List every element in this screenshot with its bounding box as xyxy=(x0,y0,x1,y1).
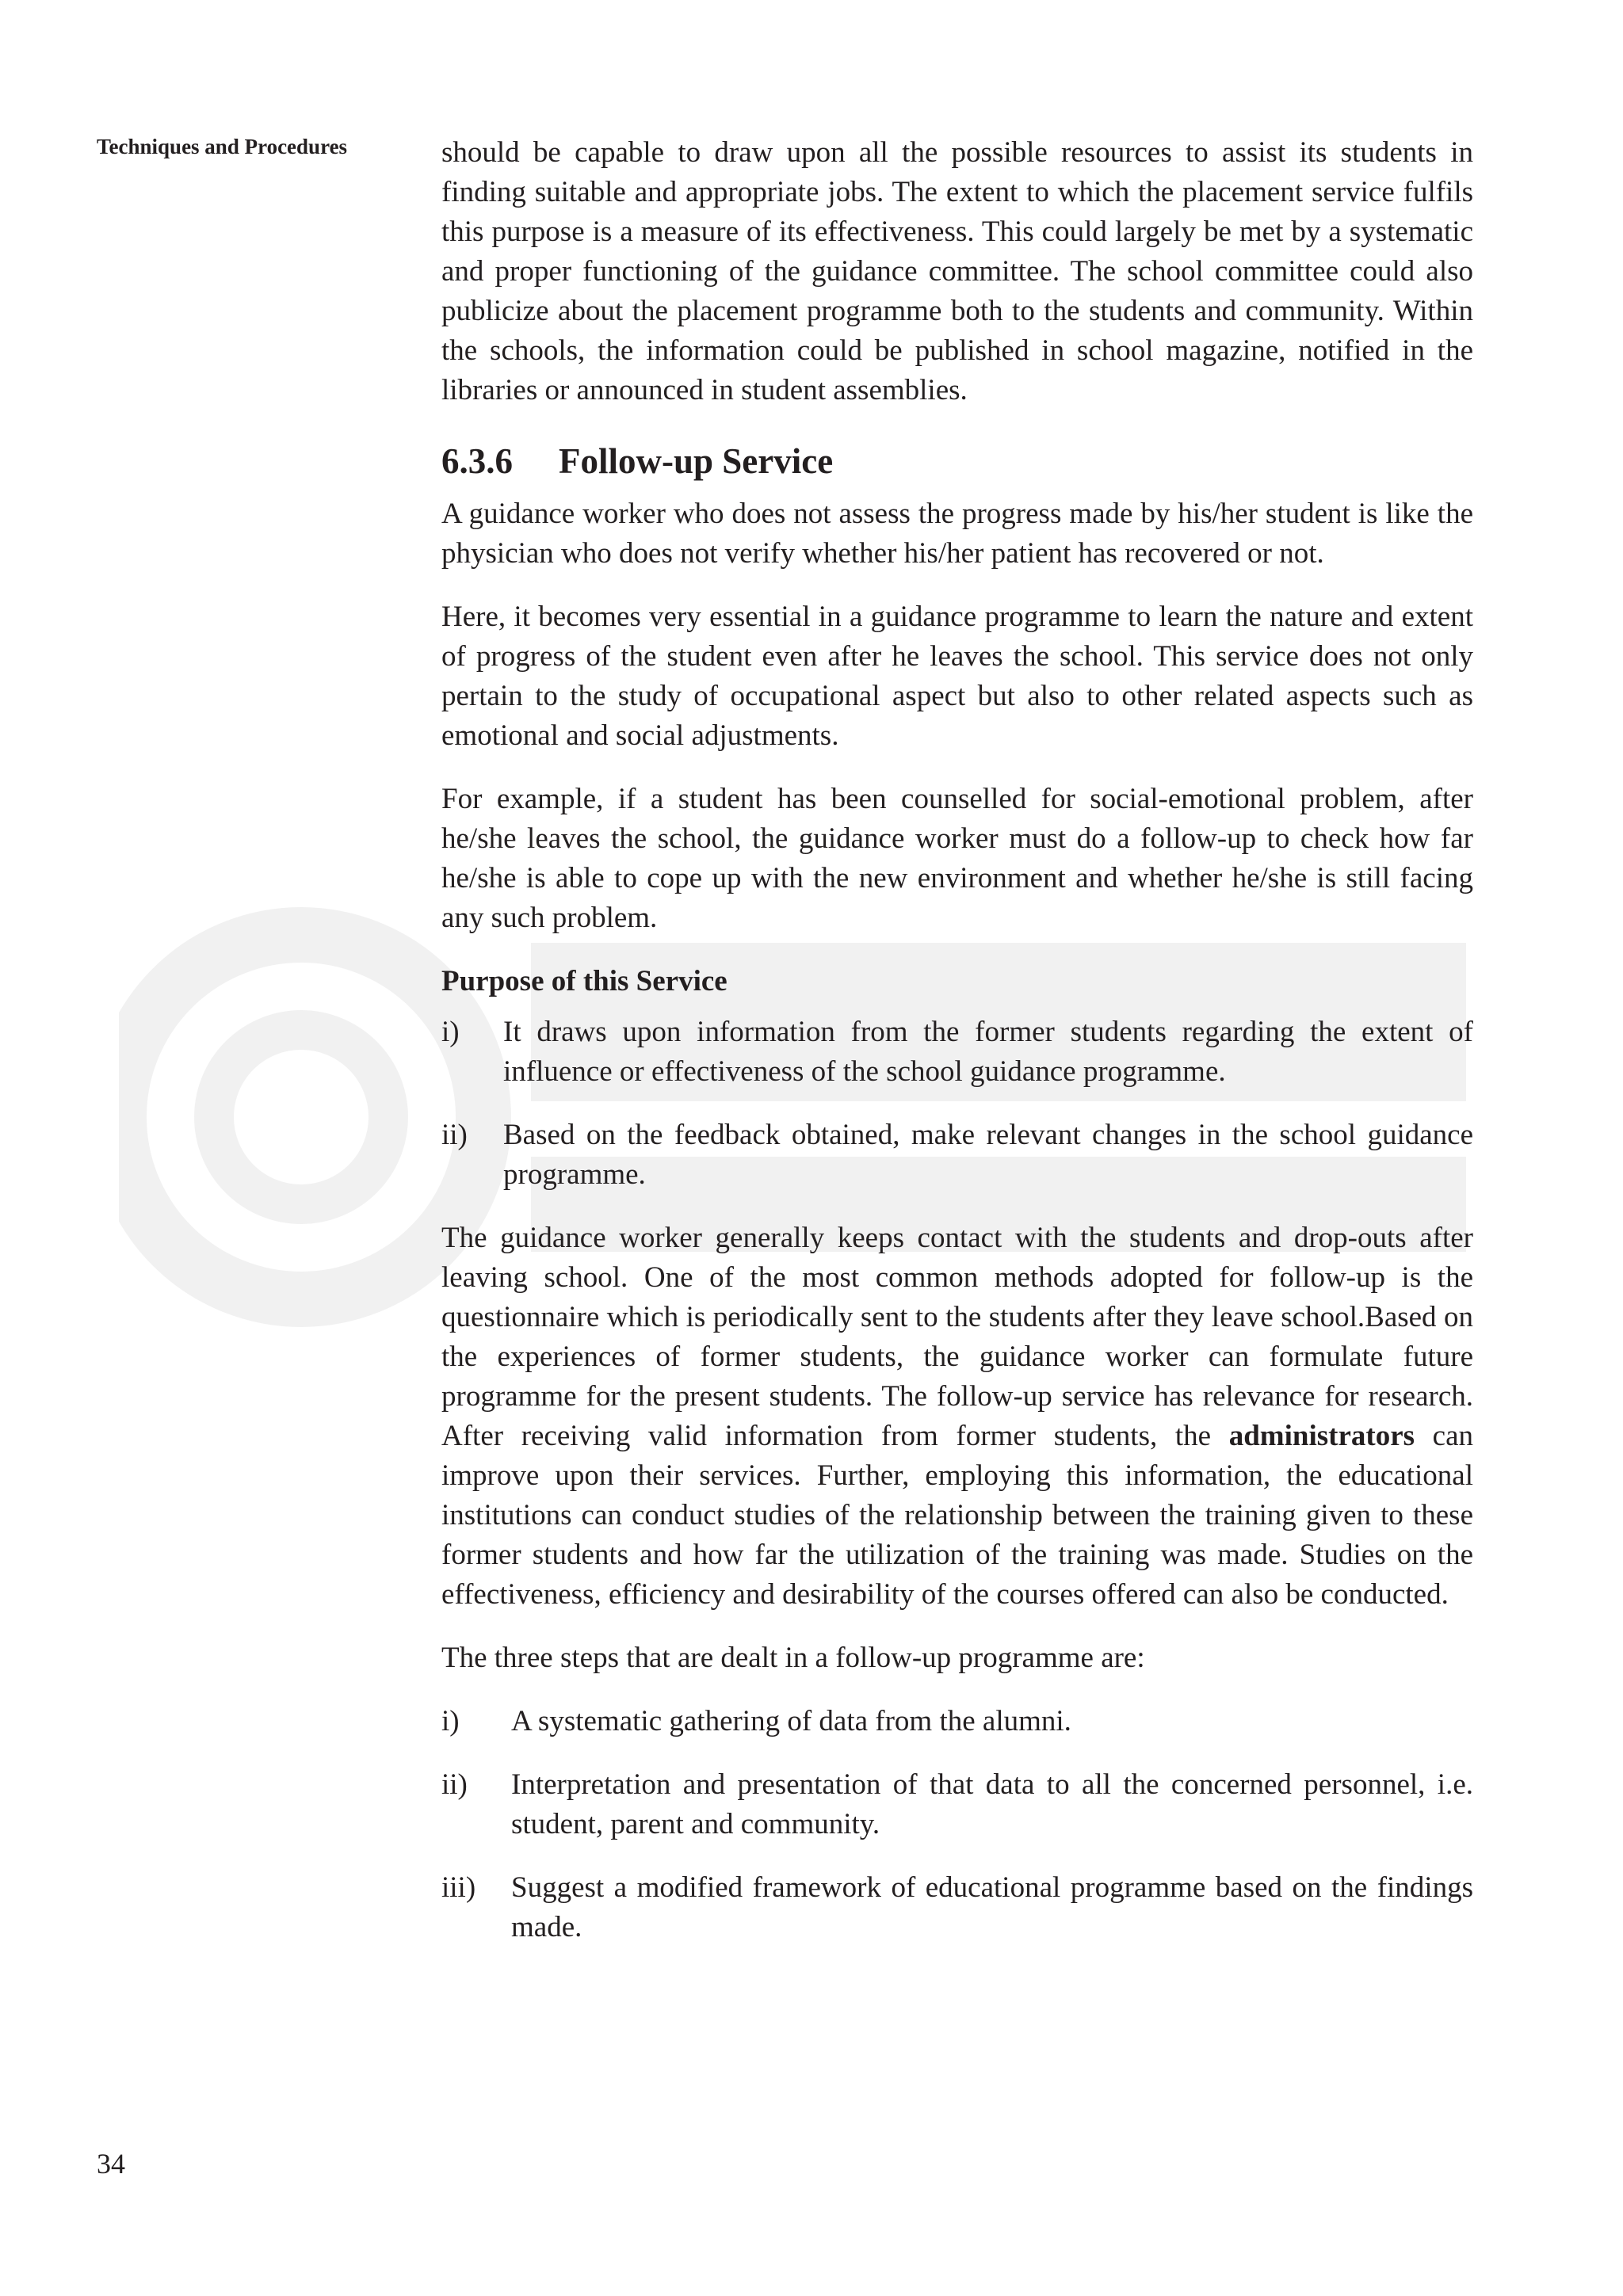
list-item-text: Interpretation and presentation of that data to all the concerned personnel, i.e. student, parent and community. xyxy=(511,1768,1473,1840)
page-content xyxy=(441,133,1473,1947)
page-number: 34 xyxy=(97,2148,125,2180)
body-text-after: can improve upon their services. Further, employing this information, the educational institutions can conduct studies of the relationship between the training given to these former students and how far the utilization of the training was made. Studies on the effectiveness, efficiency and desirability of the courses offered can also be conducted. xyxy=(441,1420,1473,1611)
section-number: 6.3.6 xyxy=(441,441,513,481)
body-paragraph xyxy=(441,1219,1473,1615)
section-heading xyxy=(441,439,1473,483)
list-item xyxy=(441,1116,1473,1195)
list-marker: ii) xyxy=(441,1768,468,1801)
paragraph: For example, if a student has been counselled for social-emotional problem, after he/she leaves the school, the guidance worker must do a follow-up to check how far he/she is able to cope up with the new environment and whether he/she is still facing any such problem. xyxy=(441,783,1473,934)
bold-term: administrators xyxy=(1228,1420,1415,1452)
paragraph: A guidance worker who does not assess the progress made by his/her student is like the physician who does not verify whether his/her patient has recovered or not. xyxy=(441,498,1473,570)
list-marker: iii) xyxy=(441,1871,476,1904)
list-item-text: A systematic gathering of data from the alumni. xyxy=(511,1705,1071,1737)
body-text-before: The guidance worker generally keeps contact with the students and drop-outs after leaving school. One of the most common methods adopted for follow-up is the questionnaire which is periodically sent to the students after they leave school.Based on the experiences of former students, the guidance worker can formulate future programme for the present students. The follow-up service has relevance for research. After receiving valid information from former students, the xyxy=(441,1222,1473,1452)
list-item-text: It draws upon information from the former students regarding the extent of influence or effectiveness of the school guidance programme. xyxy=(503,1016,1473,1088)
intro-paragraph: should be capable to draw upon all the possible resources to assist its students in finding suitable and appropriate jobs. The extent to which the placement service fulfils this purpose is a measure of its effectiveness. This could largely be met by a systematic and proper functioning of the guidance committee. The school committee could also publicize about the placement programme both to the students and community. Within the schools, the information could be published in school magazine, notified in the libraries or announced in student assemblies. xyxy=(441,136,1473,406)
list-marker: i) xyxy=(441,1016,460,1048)
purpose-list xyxy=(441,1013,1473,1195)
list-item-text: Based on the feedback obtained, make relevant changes in the school guidance programme. xyxy=(503,1119,1473,1191)
list-item xyxy=(441,1702,1473,1741)
list-marker: ii) xyxy=(441,1119,468,1151)
steps-list xyxy=(441,1702,1473,1947)
list-item xyxy=(441,1013,1473,1092)
list-item xyxy=(441,1765,1473,1844)
running-header: Techniques and Procedures xyxy=(97,135,348,158)
purpose-heading: Purpose of this Service xyxy=(441,965,727,997)
section-title: Follow-up Service xyxy=(559,441,834,481)
steps-intro: The three steps that are dealt in a follow-up programme are: xyxy=(441,1642,1145,1674)
paragraph: Here, it becomes very essential in a guidance programme to learn the nature and extent of progress of the student even after he leaves the school. This service does not only pertain to the study of occupational aspect but also to other related aspects such as emotional and social adjustments. xyxy=(441,601,1473,752)
list-item-text: Suggest a modified framework of educational programme based on the findings made. xyxy=(511,1871,1473,1943)
list-marker: i) xyxy=(441,1705,460,1737)
list-item xyxy=(441,1868,1473,1947)
